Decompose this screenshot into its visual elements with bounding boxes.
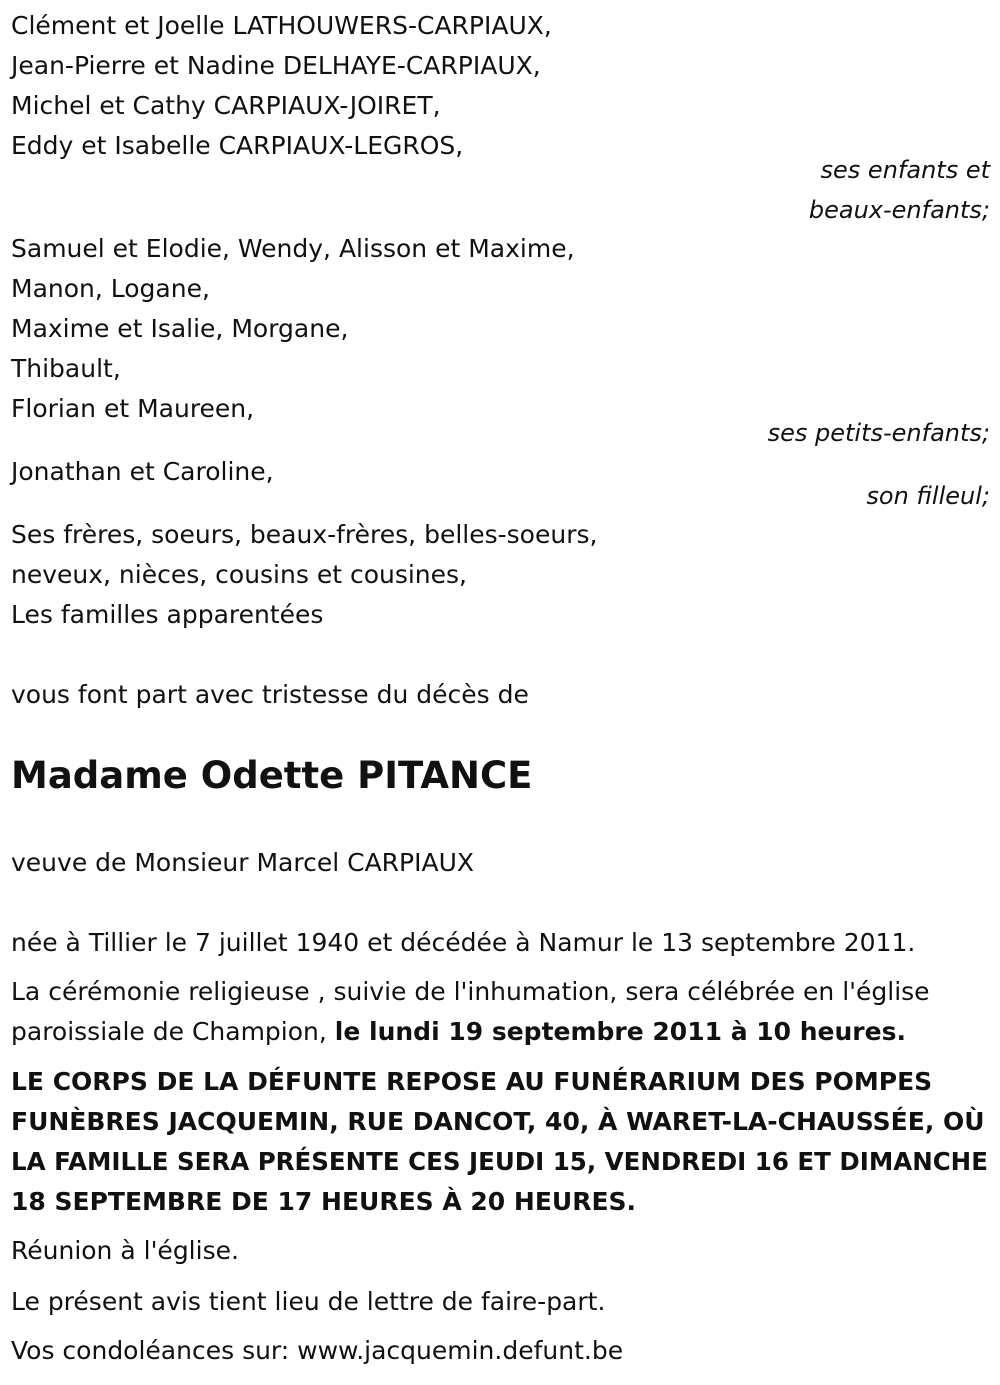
condolences: Vos condoléances sur: www.jacquemin.defunt.be — [11, 1336, 624, 1365]
widow-of: veuve de Monsieur Marcel CARPIAUX — [11, 848, 475, 877]
children-line-3: Michel et Cathy CARPIAUX-JOIRET, — [11, 91, 441, 120]
meeting: Réunion à l'église. — [11, 1236, 239, 1265]
grandchildren-line-2: Manon, Logane, — [11, 274, 210, 303]
ceremony-line-2 — [11, 1012, 906, 1052]
godson-role: son filleul; — [866, 482, 990, 510]
children-line-2: Jean-Pierre et Nadine DELHAYE-CARPIAUX, — [11, 51, 541, 80]
funerarium-line-1: LE CORPS DE LA DÉFUNTE REPOSE AU FUNÉRARIUM DES POMPES — [11, 1067, 933, 1096]
notice: Le présent avis tient lieu de lettre de faire-part. — [11, 1287, 606, 1316]
birth-death: née à Tillier le 7 juillet 1940 et décédée à Namur le 13 septembre 2011. — [11, 928, 916, 957]
children-line-1: Clément et Joelle LATHOUWERS-CARPIAUX, — [11, 11, 552, 40]
grandchildren-line-4: Thibault, — [11, 354, 121, 383]
godson-line: Jonathan et Caroline, — [11, 457, 274, 486]
ceremony-place: paroissiale de Champion, — [11, 1017, 335, 1046]
announcement: vous font part avec tristesse du décès de — [11, 680, 529, 709]
ceremony-line-1: La cérémonie religieuse , suivie de l'inhumation, sera célébrée en l'église — [11, 977, 930, 1006]
family-line-1: Ses frères, soeurs, beaux-frères, belles-soeurs, — [11, 520, 598, 549]
funerarium-line-4: 18 SEPTEMBRE DE 17 HEURES À 20 HEURES. — [11, 1187, 637, 1216]
funerarium-line-2: FUNÈBRES JACQUEMIN, RUE DANCOT, 40, À WARET-LA-CHAUSSÉE, OÙ — [11, 1107, 985, 1136]
grandchildren-role: ses petits-enfants; — [767, 419, 990, 447]
funerarium-line-3: LA FAMILLE SERA PRÉSENTE CES JEUDI 15, VENDREDI 16 ET DIMANCHE — [11, 1147, 988, 1176]
family-line-2: neveux, nièces, cousins et cousines, — [11, 560, 468, 589]
family-line-3: Les familles apparentées — [11, 600, 324, 629]
ceremony-date: le lundi 19 septembre 2011 à 10 heures. — [334, 1017, 906, 1046]
children-line-4: Eddy et Isabelle CARPIAUX-LEGROS, — [11, 131, 464, 160]
grandchildren-line-5: Florian et Maureen, — [11, 394, 255, 423]
children-role-line-2: beaux-enfants; — [808, 196, 990, 224]
grandchildren-line-3: Maxime et Isalie, Morgane, — [11, 314, 349, 343]
children-role-line-1: ses enfants et — [820, 156, 990, 184]
grandchildren-line-1: Samuel et Elodie, Wendy, Alisson et Maxime, — [11, 234, 575, 263]
deceased-name: Madame Odette PITANCE — [11, 754, 533, 797]
